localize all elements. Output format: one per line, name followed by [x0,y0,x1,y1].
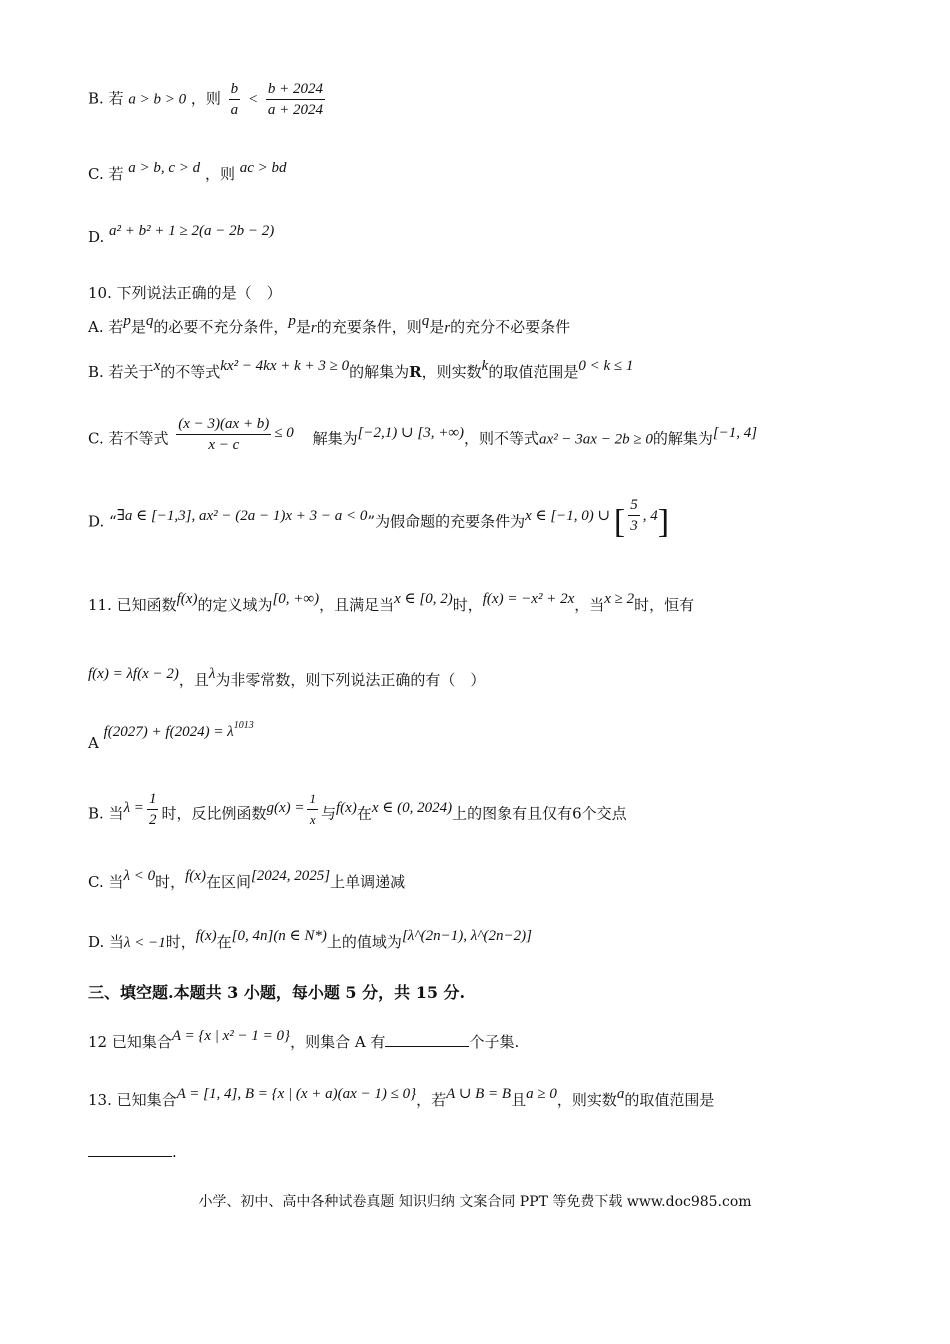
q13-text-5: 的取值范围是 [624,1091,715,1109]
q11d-condition: λ < −1 [124,935,166,951]
q12 [88,1030,519,1053]
q10b-real-set: R [409,363,422,381]
q10a-r2: r [444,320,451,336]
q11-text-3: ，且满足当 [319,596,395,614]
q10b-text-4: ，则实数 [421,363,482,381]
q12-text-3: 个子集. [469,1033,520,1051]
q11d-fx: f(x) [195,928,217,944]
q13-end-period: . [172,1143,177,1161]
q10c-numerator: (x − 3)(ax + b) [176,415,271,435]
q9b-lt: < [247,91,259,108]
q9c-conclusion: ac > bd [239,160,287,176]
q10b-text-1: B. 若关于 [88,363,154,381]
q10d-text-2: ”为假命题的充要条件为 [367,512,526,531]
q11-text-4: 时， [452,596,483,614]
q10c-text-3: ，则不等式 [464,429,540,448]
q11-fx: f(x) [176,591,198,607]
q13-answer-line [88,1140,177,1162]
q11-option-b [88,791,627,829]
q12-text-2: ，则集合 A 有 [290,1033,386,1051]
q11-option-a [88,720,254,754]
q13-text-4: ，则实数 [556,1091,617,1109]
q10-option-c [88,416,758,454]
q11b-lambda: λ = [123,799,144,816]
q10a-text-5: 的充要条件，则 [316,318,422,336]
q11b-condition: x ∈ (0, 2024) [371,799,453,816]
q10b-text-3: 的解集为 [349,363,410,381]
q10d-fraction [628,496,640,535]
q10a-text-1: A. 若 [88,318,124,336]
q10d-bracket-open: [ [613,503,626,541]
q10b-text-2: 的不等式 [160,363,221,381]
q10c-solution-set: [−2,1) ∪ [3, +∞) [357,424,465,441]
q10c-text-2: 解集为 [312,429,358,448]
q11b-g-den: x [309,812,316,827]
q10d-bracket-close: ] [657,503,670,541]
q10d-f-num: 5 [628,496,640,516]
q10a-p: p [123,313,131,329]
q9-option-c [88,160,287,185]
q11-text-2: 的定义域为 [197,596,273,614]
q11b-f-den: 2 [148,812,157,828]
q10a-text-7: 的充分不必要条件 [450,318,571,336]
q11c-text-1: C. 当 [88,873,124,891]
q11c-fx: f(x) [185,868,206,884]
q10a-text-3: 的必要不充分条件， [153,318,289,336]
q13-text-2: ，若 [416,1091,447,1109]
q11b-fx: f(x) [336,799,357,816]
q11c-text-3: 在区间 [205,873,251,891]
q10-option-a [88,313,571,338]
q9c-condition: a > b, c > d [128,160,201,176]
q10d-text-1: D. “ [88,512,117,531]
q9-option-b [88,80,328,119]
q11-option-c [88,868,406,893]
q10c-fraction [176,415,271,454]
q11d-range: [λ^(2n−1), λ^(2n−2)] [401,928,532,944]
q11b-g-num: 1 [307,790,318,810]
q11a-label: A [88,734,99,752]
q13-sets: A = [1, 4], B = {x | (x + a)(ax − 1) ≤ 0} [176,1086,417,1102]
q11-stem-line-2 [88,666,486,691]
q10b-text-5: 的取值范围是 [488,363,579,381]
q10c-inequality-2: ax² − 3ax − 2b ≥ 0 [539,431,653,448]
q9-option-d [88,223,275,248]
q9b-f1-den: a [230,102,239,118]
q10b-range: 0 < k ≤ 1 [578,358,634,374]
q11b-text-3: 与 [320,804,336,823]
q11-text-5: ，当 [574,596,605,614]
q11c-interval: [2024, 2025] [250,868,331,884]
q10a-q: q [145,313,154,329]
q10-option-b [88,358,634,383]
q11-definition: f(x) = −x² + 2x [482,591,575,607]
q12-answer-blank[interactable] [385,1030,469,1047]
q10-option-d [88,497,670,541]
q11-l2-text-2: 为非零常数，则下列说法正确的有（ ） [215,671,486,689]
q11-condition: x ∈ [0, 2) [394,591,453,607]
q13-text-3: 且 [511,1091,527,1109]
q10a-r: r [310,320,317,336]
q11b-text-6: 个交点 [581,804,627,823]
q9b-fraction-left [229,80,241,119]
q9b-then: ，则 [190,89,221,108]
q10c-text-4: 的解集为 [652,429,713,448]
q11-stem-line-1 [88,591,695,616]
q10a-p2: p [288,313,296,329]
q10c-le-zero: ≤ 0 [274,424,294,441]
q9d-expression: a² + b² + 1 ≥ 2(a − 2b − 2) [109,223,275,239]
q10c-text-1: C. 若不等式 [88,429,169,448]
q11c-text-2: 时， [155,873,186,891]
q10a-text-6: 是 [429,318,445,336]
q11b-f-num: 1 [147,790,159,810]
q11a-exponent: 1013 [233,720,254,731]
q11b-g-fraction [307,790,318,829]
q11-condition-2: x ≥ 2 [604,591,635,607]
q12-text-1: 12 已知集合 [88,1033,172,1051]
q11-domain: [0, +∞) [272,591,320,607]
q11-text-1: 11. 已知函数 [88,596,177,614]
q11d-text-3: 在 [216,933,232,951]
q13-condition-2: a ≥ 0 [526,1086,557,1102]
q9b-f1-num: b [229,80,241,100]
q11d-text-4: 上的值域为 [326,933,402,951]
q10a-text-4: 是 [295,318,311,336]
q11d-text-2: 时， [165,933,196,951]
q10a-q2: q [421,313,430,329]
page-footer: 小学、初中、高中各种试卷真题 知识归纳 文案合同 PPT 等免费下载 www.doc985.com [198,1194,752,1210]
q10b-x: x [153,358,161,374]
q13-text-1: 13. 已知集合 [88,1091,177,1109]
q11b-count: 6 [572,804,582,823]
q11a-expression: f(2027) + f(2024) = λ [103,724,234,740]
q9c-label: C. 若 [88,165,124,183]
q11c-condition: λ < 0 [123,868,156,884]
q11b-g: g(x) = [266,799,305,816]
q13-a: a [616,1086,625,1102]
q11-option-d [88,928,532,953]
q10d-condition: x ∈ [−1, 0) ∪ [525,507,614,524]
q11b-text-5: 上的图象有且仅有 [452,804,573,823]
q9d-label: D. [88,228,105,246]
q11b-text-2: 时，反比例函数 [161,804,267,823]
q13-condition: A ∪ B = B [446,1086,512,1102]
q11d-interval: [0, 4n](n ∈ N*) [231,928,327,944]
q11d-text-1: D. 当 [88,933,125,951]
q9b-f2-den: a + 2024 [267,102,323,118]
q11b-text-4: 在 [356,804,372,823]
q11-recurrence: f(x) = λf(x − 2) [88,666,179,682]
q10b-k: k [481,358,489,374]
q9b-f2-num: b + 2024 [266,80,325,100]
q9b-label: B. 若 [88,89,124,108]
q13 [88,1086,715,1111]
q9b-condition: a > b > 0 [128,91,187,108]
section-3-heading: 三、填空题.本题共 3 小题，每小题 5 分，共 15 分. [88,983,466,1002]
q11b-fraction [147,790,159,829]
q10d-f-den: 3 [630,518,638,534]
q9b-fraction-right [266,80,325,119]
q11c-text-4: 上单调递减 [330,873,406,891]
q12-set: A = {x | x² − 1 = 0} [171,1028,291,1044]
q10c-answer-set: [−1, 4] [712,424,758,441]
q10d-proposition: ∃a ∈ [−1,3], ax² − (2a − 1)x + 3 − a < 0 [116,507,368,524]
q10d-tail: , 4 [642,507,658,524]
q10a-text-2: 是 [130,318,146,336]
q10b-inequality: kx² − 4kx + k + 3 ≥ 0 [220,358,350,374]
q11b-text-1: B. 当 [88,804,124,823]
q11-text-6: 时，恒有 [634,596,695,614]
q13-answer-blank[interactable] [88,1140,172,1157]
q11-lambda: λ [208,666,216,682]
q10c-denominator: x − c [208,437,240,453]
q10-stem: 10. 下列说法正确的是（ ） [88,284,282,302]
q11-l2-text-1: ，且 [178,671,209,689]
q9c-then: ，则 [204,165,235,183]
